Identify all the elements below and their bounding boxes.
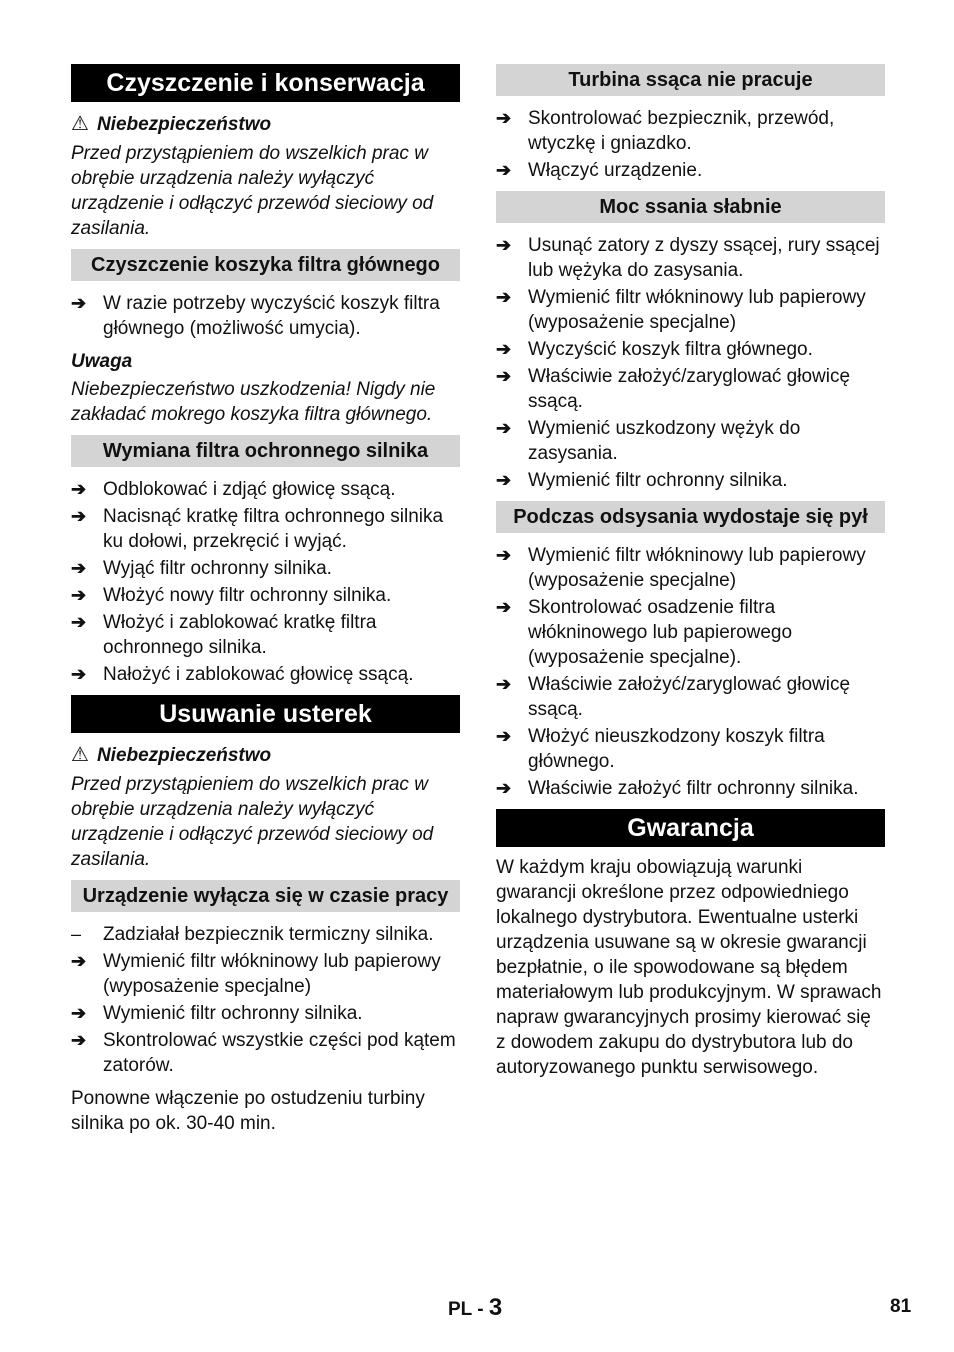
troubleshooting-danger-text: Przed przystąpieniem do wszelkich prac w obrębie urządzenia należy wyłączyć urządzenie i odłączyć przewód sieciowy od zasilania. [71, 774, 434, 870]
list-item: ➔ Wyjąć filtr ochronny silnika. [71, 558, 332, 579]
arrow-right-icon: ➔ [496, 778, 512, 798]
footer-lang: PL - [448, 1299, 484, 1320]
arrow-right-icon: ➔ [71, 612, 87, 632]
arrow-right-icon: ➔ [496, 235, 512, 255]
arrow-right-icon: ➔ [496, 160, 512, 180]
list-item: ➔ Skontrolować wszystkie części pod kątem zatorów. [71, 1030, 456, 1076]
turbine-steps [496, 106, 885, 183]
cleaning-danger [71, 112, 460, 137]
suction-title: Moc ssania słabnie [496, 191, 885, 223]
list-item: ➔ Włożyć i zablokować kratkę filtra ochronnego silnika. [71, 612, 377, 658]
turbine-title: Turbina ssąca nie pracuje [496, 64, 885, 96]
arrow-right-icon: ➔ [496, 287, 512, 307]
dash-icon: – [71, 924, 82, 944]
list-item: ➔ Skontrolować bezpiecznik, przewód, wtyczkę i gniazdko. [496, 108, 835, 154]
list-item: ➔ Odblokować i zdjąć głowicę ssącą. [71, 479, 396, 500]
warning-triangle-icon: ⚠ [71, 744, 89, 766]
right-column [496, 64, 885, 1080]
suction-steps [496, 233, 885, 493]
basket-note-label: Uwaga [71, 351, 133, 372]
arrow-right-icon: ➔ [71, 479, 87, 499]
arrow-right-icon: ➔ [496, 339, 512, 359]
list-item: ➔ Wymienić filtr włókninowy lub papierowy (wyposażenie specjalne) [496, 287, 866, 333]
arrow-right-icon: ➔ [496, 418, 512, 438]
warning-triangle-icon: ⚠ [71, 113, 89, 135]
cleaning-danger-text: Przed przystąpieniem do wszelkich prac w obrębie urządzenia należy wyłączyć urządzenie i odłączyć przewód sieciowy od zasilania. [71, 143, 434, 239]
list-item: ➔ Właściwie założyć/zaryglować głowicę ssącą. [496, 674, 851, 720]
list-item: ➔ Włożyć nieuszkodzony koszyk filtra głównego. [496, 726, 825, 772]
shutdown-title: Urządzenie wyłącza się w czasie pracy [71, 880, 460, 912]
cleaning-title: Czyszczenie i konserwacja [71, 64, 460, 102]
list-item: ➔ Wymienić filtr włókninowy lub papierowy (wyposażenie specjalne) [71, 951, 441, 997]
footer-section-number: 3 [488, 1294, 503, 1321]
page-number: 81 [890, 1296, 912, 1317]
footer-section-label [448, 1294, 502, 1322]
troubleshooting-danger-label: Niebezpieczeństwo [96, 745, 272, 766]
warranty-title: Gwarancja [496, 809, 885, 847]
troubleshooting-danger [71, 743, 460, 768]
arrow-right-icon: ➔ [71, 585, 87, 605]
left-column [71, 64, 460, 1136]
arrow-right-icon: ➔ [496, 366, 512, 386]
arrow-right-icon: ➔ [71, 664, 87, 684]
arrow-right-icon: ➔ [496, 674, 512, 694]
dust-steps [496, 543, 885, 801]
arrow-right-icon: ➔ [71, 951, 87, 971]
list-item: ➔ Właściwie założyć filtr ochronny silnika. [496, 778, 859, 799]
dust-title: Podczas odsysania wydostaje się pył [496, 501, 885, 533]
list-item: ➔ W razie potrzeby wyczyścić koszyk filtra głównego (możliwość umycia). [71, 293, 440, 339]
troubleshooting-title: Usuwanie usterek [71, 695, 460, 733]
list-item: ➔ Włożyć nowy filtr ochronny silnika. [71, 585, 392, 606]
arrow-right-icon: ➔ [71, 1030, 87, 1050]
list-item: ➔ Wymienić filtr włókninowy lub papierowy (wyposażenie specjalne) [496, 545, 866, 591]
list-item: ➔ Wyczyścić koszyk filtra głównego. [496, 339, 813, 360]
warranty-text: W każdym kraju obowiązują warunki gwarancji określone przez odpowiedniego lokalnego dystrybutora. Ewentualne usterki urządzenia usuwane są w okresie gwarancji bezpłatnie, o ile spowodowane są błędem materiałowym lub produkcyjnym. W sprawach napraw gwarancyjnych prosimy kierować się z dowodem zakupu do dystrybutora lub do autoryzowanego punktu serwisowego. [496, 857, 882, 1078]
arrow-right-icon: ➔ [71, 1003, 87, 1023]
list-item: ➔ Nałożyć i zablokować głowicę ssącą. [71, 664, 414, 685]
list-item: ➔ Usunąć zatory z dyszy ssącej, rury ssącej lub wężyka do zasysania. [496, 235, 880, 281]
basket-steps [71, 291, 460, 341]
cleaning-danger-label: Niebezpieczeństwo [96, 114, 272, 135]
motor-filter-title: Wymiana filtra ochronnego silnika [71, 435, 460, 467]
basket-title: Czyszczenie koszyka filtra głównego [71, 249, 460, 281]
arrow-right-icon: ➔ [496, 545, 512, 565]
arrow-right-icon: ➔ [496, 726, 512, 746]
arrow-right-icon: ➔ [71, 506, 87, 526]
motor-filter-steps [71, 477, 460, 687]
shutdown-after-text: Ponowne włączenie po ostudzeniu turbiny silnika po ok. 30-40 min. [71, 1088, 425, 1134]
list-item: ➔ Właściwie założyć/zaryglować głowicę ssącą. [496, 366, 851, 412]
list-item: – Zadziałał bezpiecznik termiczny silnika. [71, 924, 434, 945]
arrow-right-icon: ➔ [71, 558, 87, 578]
arrow-right-icon: ➔ [496, 597, 512, 617]
list-item: ➔ Nacisnąć kratkę filtra ochronnego silnika ku dołowi, przekręcić i wyjąć. [71, 506, 444, 552]
list-item: ➔ Wymienić filtr ochronny silnika. [71, 1003, 363, 1024]
list-item: ➔ Wymienić filtr ochronny silnika. [496, 470, 788, 491]
basket-note-text: Niebezpieczeństwo uszkodzenia! Nigdy nie zakładać mokrego koszyka filtra głównego. [71, 379, 436, 425]
shutdown-steps [71, 922, 460, 1078]
arrow-right-icon: ➔ [496, 470, 512, 490]
list-item: ➔ Skontrolować osadzenie filtra włókninowego lub papierowego (wyposażenie specjalne). [496, 597, 793, 668]
list-item: ➔ Wymienić uszkodzony wężyk do zasysania. [496, 418, 801, 464]
list-item: ➔ Włączyć urządzenie. [496, 160, 703, 181]
arrow-right-icon: ➔ [71, 293, 87, 313]
arrow-right-icon: ➔ [496, 108, 512, 128]
